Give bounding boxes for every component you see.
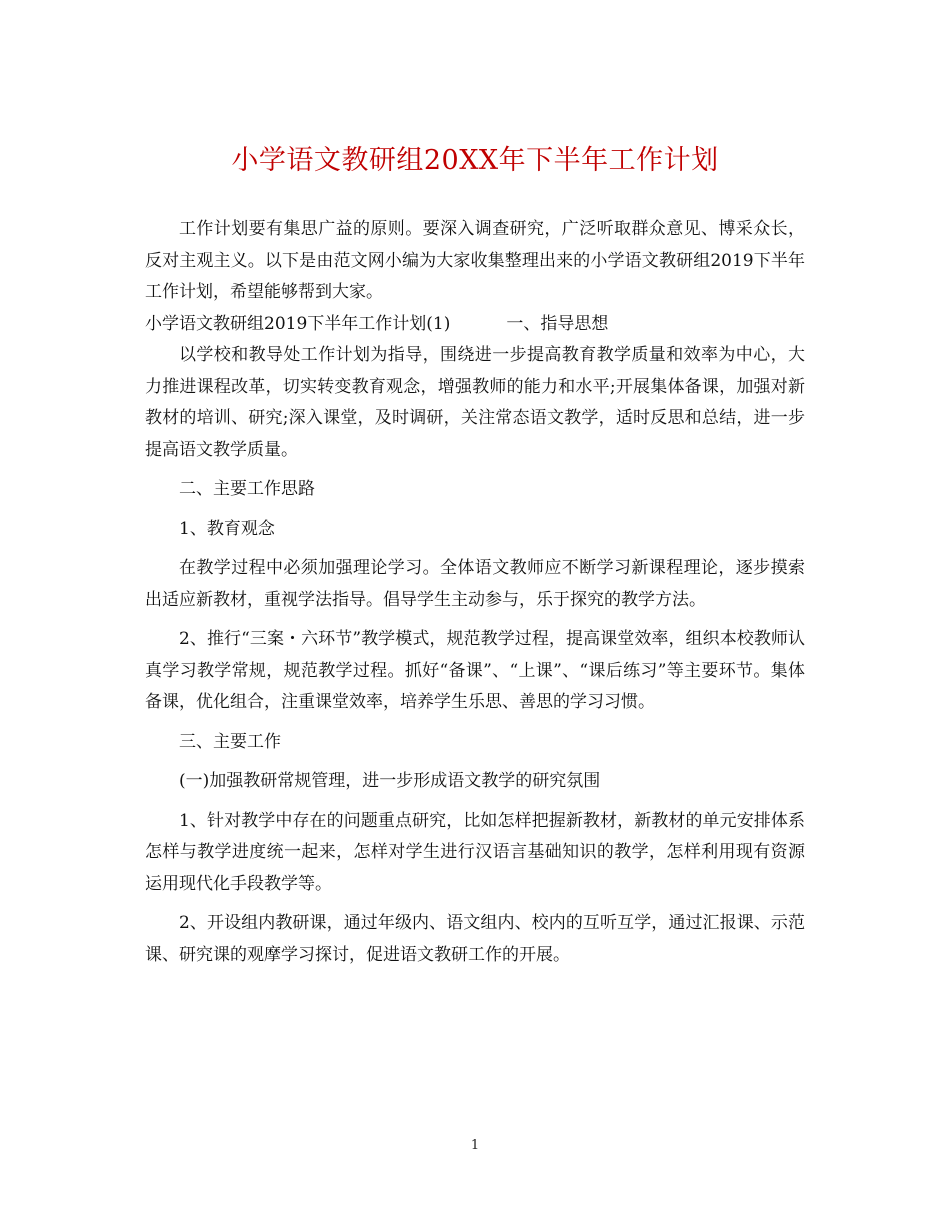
work-paragraph-2: 2、开设组内教研课，通过年级内、语文组内、校内的互听互学，通过汇报课、示范课、研究课的观摩学习探讨，促进语文教研工作的开展。 <box>145 913 805 965</box>
item-paragraph-1: 在教学过程中必须加强理论学习。全体语文教师应不断学习新课程理论，逐步摸索出适应新教材，重视学法指导。倡导学生主动参与，乐于探究的教学方法。 <box>145 558 805 610</box>
section-heading-3: 三、主要工作 <box>179 731 281 752</box>
document-body <box>145 214 805 971</box>
plan-subheading <box>145 309 805 341</box>
item-heading-1: 1、教育观念 <box>179 518 275 539</box>
plan-subheading-title: 小学语文教研组2019下半年工作计划(1) <box>145 313 451 334</box>
page-number: 1 <box>470 1138 480 1153</box>
document-title: 小学语文教研组20XX年下半年工作计划 <box>231 145 719 176</box>
guiding-paragraph: 以学校和教导处工作计划为指导，围绕进一步提高教育教学质量和效率为中心，大力推进课程改革，切实转变教育观念，增强教师的能力和水平;开展集体备课，加强对新教材的培训、研究;深入课堂，及时调研，关注常态语文教学，适时反思和总结，进一步提高语文教学质量。 <box>145 345 805 460</box>
sub-heading-1: (一)加强教研常规管理，进一步形成语文教学的研究氛围 <box>179 771 601 791</box>
section-heading-2: 二、主要工作思路 <box>179 479 315 499</box>
work-paragraph-1: 1、针对教学中存在的问题重点研究，比如怎样把握新教材，新教材的单元安排体系怎样与教学进度统一起来，怎样对学生进行汉语言基础知识的教学，怎样利用现有资源运用现代化手段教学等。 <box>145 810 805 894</box>
item-paragraph-2: 2、推行“三案・六环节”教学模式，规范教学过程，提高课堂效率，组织本校教师认真学习教学常规，规范教学过程。抓好“备课”、“上课”、“课后练习”等主要环节。集体备课，优化组合，注重课堂效率，培养学生乐思、善思的学习习惯。 <box>145 629 805 712</box>
intro-paragraph: 工作计划要有集思广益的原则。要深入调查研究，广泛听取群众意见、博采众长，反对主观主义。以下是由范文网小编为大家收集整理出来的小学语文教研组2019下半年工作计划，希望能够帮到大家。 <box>145 219 805 302</box>
guiding-heading: 一、指导思想 <box>506 313 609 334</box>
